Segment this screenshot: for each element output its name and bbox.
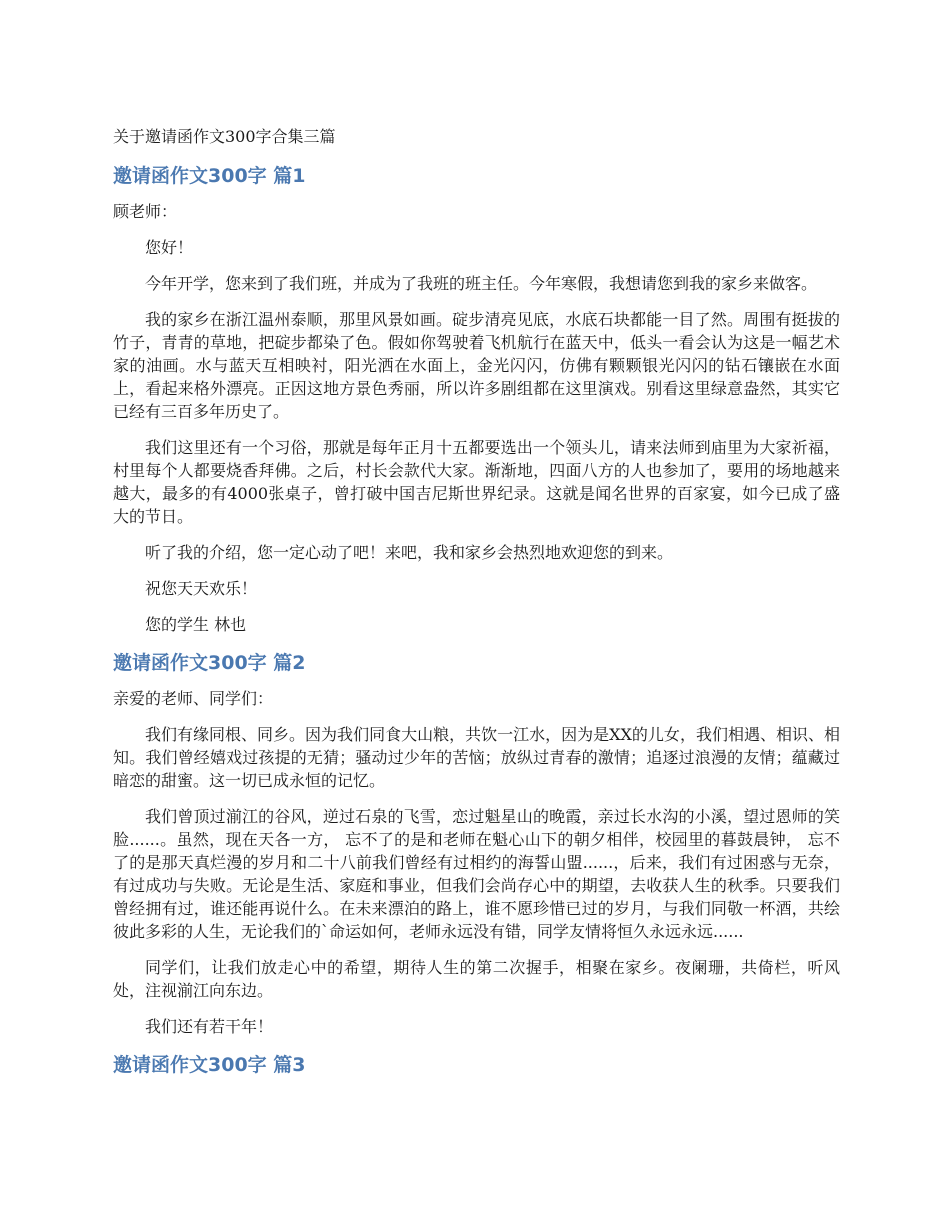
salutation: 亲爱的老师、同学们： (113, 689, 274, 708)
paragraph: 您好！ (145, 238, 194, 257)
paragraph: 我们还有若干年！ (145, 1017, 274, 1036)
paragraph: 我们曾顶过湔江的谷风，逆过石泉的飞雪，恋过魁星山的晚霞，亲过长水沟的小溪，望过恩师的笑脸......。虽然，现在天各一方， 忘不了的是和老师在魁心山下的朝夕相伴，校园里的暮鼓晨钟， 忘不了的是那天真烂漫的岁月和二十八前我们曾经有过相约的海誓山盟......，后来，我们有过困惑与无奈，有过成功与失败。无论是生活、家庭和事业，但我们会尚存心中的期望，去收获人生的秋季。只要我们曾经拥有过，谁还能再说什么。在未来漂泊的路上，谁不愿珍惜已过的岁月，与我们同敬一杯酒，共绘彼此多彩的人生，无论我们的`命运如何，老师永远没有错，同学友情将恒久永远永远...... (113, 807, 840, 941)
section-2 (113, 649, 840, 1038)
salutation: 顾老师： (113, 202, 178, 221)
section-heading: 邀请函作文300字 篇1 (113, 165, 306, 187)
section-3 (113, 1051, 840, 1079)
signature: 您的学生 林也 (145, 615, 247, 634)
document-title: 关于邀请函作文300字合集三篇 (113, 127, 336, 146)
paragraph: 我的家乡在浙江温州泰顺，那里风景如画。碇步清亮见底，水底石块都能一目了然。周围有挺拔的竹子，青青的草地，把碇步都染了色。假如你驾驶着飞机航行在蓝天中，低头一看会认为这是一幅艺术家的油画。水与蓝天互相映衬，阳光洒在水面上，金光闪闪，仿佛有颗颗银光闪闪的钻石镶嵌在水面上，看起来格外漂亮。正因这地方景色秀丽，所以许多剧组都在这里演戏。别看这里绿意盎然，其实它已经有三百多年历史了。 (113, 310, 840, 421)
section-heading: 邀请函作文300字 篇3 (113, 1054, 306, 1076)
section-heading: 邀请函作文300字 篇2 (113, 652, 306, 674)
paragraph: 祝您天天欢乐！ (145, 579, 258, 598)
paragraph: 我们这里还有一个习俗，那就是每年正月十五都要选出一个领头儿，请来法师到庙里为大家祈福，村里每个人都要烧香拜佛。之后，村长会款代大家。渐渐地，四面八方的人也参加了，要用的场地越来越大，最多的有4000张桌子，曾打破中国吉尼斯世界纪录。这就是闻名世界的百家宴，如今已成了盛大的节日。 (113, 438, 840, 526)
paragraph: 今年开学，您来到了我们班，并成为了我班的班主任。今年寒假，我想请您到我的家乡来做客。 (145, 274, 818, 293)
document-page (113, 124, 840, 1089)
section-1 (113, 162, 840, 636)
paragraph: 同学们，让我们放走心中的希望，期待人生的第二次握手，相聚在家乡。夜阑珊，共倚栏，听风处，注视湔江向东边。 (113, 958, 840, 1000)
paragraph: 我们有缘同根、同乡。因为我们同食大山粮，共饮一江水，因为是XX的儿女，我们相遇、相识、相知。我们曾经嬉戏过孩提的无猜；骚动过少年的苦恼；放纵过青春的激情；追逐过浪漫的友情；蕴藏过暗恋的甜蜜。这一切已成永恒的记忆。 (113, 725, 840, 790)
paragraph: 听了我的介绍，您一定心动了吧！来吧，我和家乡会热烈地欢迎您的到来。 (145, 543, 674, 562)
